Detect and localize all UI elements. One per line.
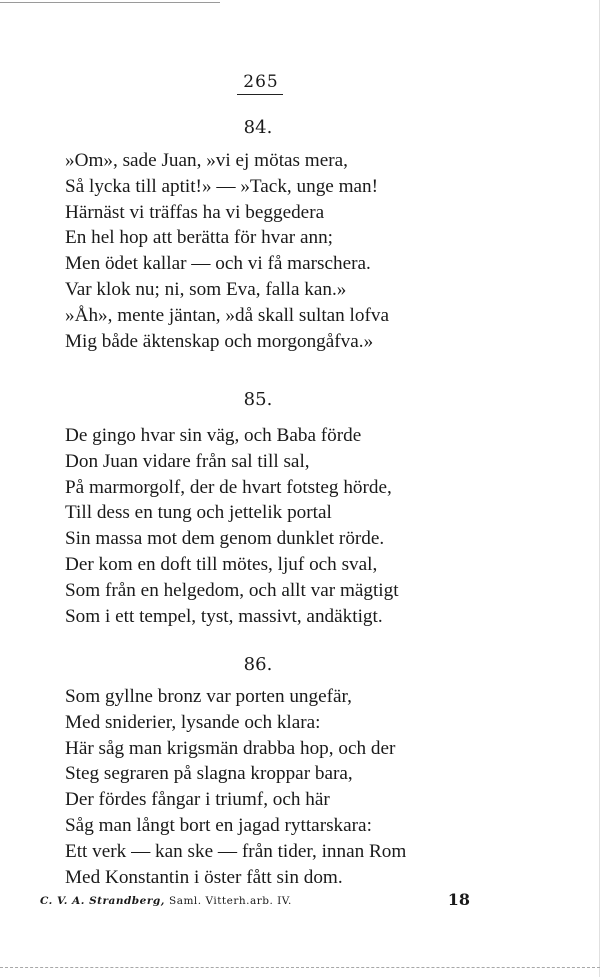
verse-line: Så lycka till aptit!» — »Tack, unge man! [65, 175, 379, 197]
verse-line: De gingo hvar sin väg, och Baba förde [65, 425, 362, 446]
verse-line: Såg man långt bort en jagad ryttarskara: [65, 814, 372, 836]
verse-line: Med Konstantin i öster fått sin dom. [65, 866, 343, 888]
stanza-number: 85. [243, 389, 273, 410]
page-number: 265 [243, 72, 279, 92]
stanza-85 [65, 423, 399, 629]
page-footer [40, 890, 470, 910]
scan-top-edge [0, 2, 220, 3]
stanza-84 [65, 148, 389, 354]
page-number-rule [237, 94, 283, 95]
verse-line: Der kom en doft till mötes, ljuf och sval, [65, 553, 378, 575]
verse-line: Der fördes fångar i triumf, och här [65, 789, 330, 811]
verse-line: Mig både äktenskap och morgongåfva.» [65, 330, 374, 352]
stanza-number: 86. [243, 654, 273, 675]
verse-line: Som i ett tempel, tyst, massivt, andäktigt. [65, 605, 383, 627]
verse-line: »Åh», mente jäntan, »då skall sultan lofva [65, 304, 389, 326]
verse-line: Härnäst vi träffas ha vi beggedera [65, 201, 325, 223]
verse-line: Var klok nu; ni, som Eva, falla kan.» [65, 278, 347, 300]
signature-collection: Saml. Vitterh.arb. IV. [169, 895, 292, 907]
sheet-number: 18 [447, 890, 470, 909]
verse-line: Steg segraren på slagna kroppar bara, [65, 763, 353, 785]
verse-line: »Om», sade Juan, »vi ej mötas mera, [65, 150, 348, 171]
verse-line: Här såg man krigsmän drabba hop, och der [65, 737, 396, 759]
verse-line: Don Juan vidare från sal till sal, [65, 450, 310, 472]
verse-line: Till dess en tung och jettelik portal [65, 502, 332, 524]
verse-line: På marmorgolf, der de hvart fotsteg hörde, [65, 476, 392, 498]
signature-author: C. V. A. Strandberg, [40, 895, 165, 907]
verse-line: Som gyllne bronz var porten ungefär, [65, 686, 352, 707]
verse-line: Med sniderier, lysande och klara: [65, 711, 321, 733]
scan-bottom-edge [0, 967, 600, 968]
stanza-86 [65, 684, 406, 890]
verse-line: En hel hop att berätta för hvar ann; [65, 227, 333, 249]
stanza-number: 84. [243, 117, 273, 138]
verse-line: Men ödet kallar — och vi få marschera. [65, 253, 371, 275]
verse-line: Sin massa mot dem genom dunklet rörde. [65, 528, 385, 550]
verse-line: Ett verk — kan ske — från tider, innan Rom [65, 840, 407, 862]
verse-line: Som från en helgedom, och allt var mägtigt [65, 579, 399, 601]
printer-signature [40, 895, 292, 907]
